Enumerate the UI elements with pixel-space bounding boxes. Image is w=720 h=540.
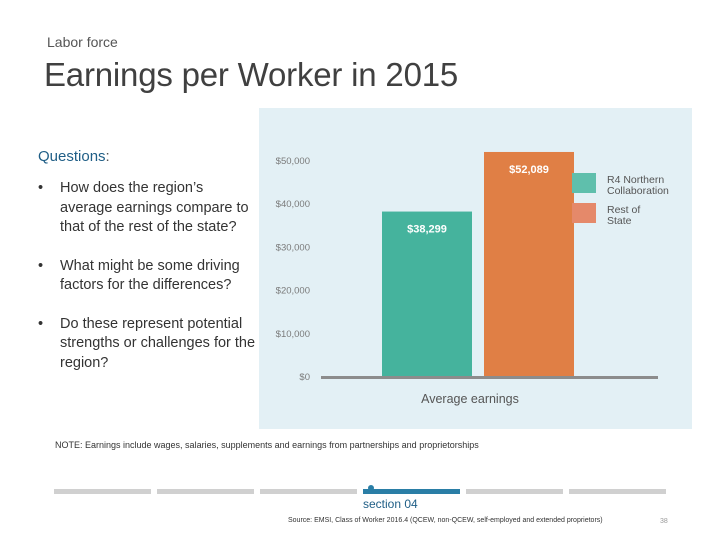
questions-heading-text: Questions [38,148,106,165]
question-item [38,315,258,374]
page-title: Earnings per Worker in 2015 [44,56,459,93]
legend-swatch [572,173,596,193]
bar-value-label: $52,089 [509,163,549,176]
questions-heading-colon: : [105,148,110,165]
chart-panel [259,108,692,429]
bullet-icon: • [38,315,44,332]
question-item [38,257,258,296]
legend-swatch [572,203,596,223]
y-tick-label: $50,000 [275,156,310,167]
legend-label: Rest of [607,204,641,216]
progress-segment-active [363,489,460,494]
bar [484,152,574,377]
question-text: What might be some driving factors for the differences? [60,257,240,293]
y-tick-label: $10,000 [275,328,310,340]
earnings-bar-chart [259,108,692,429]
bullet-icon: • [38,257,44,274]
question-item [38,179,258,238]
progress-segment [157,489,254,494]
questions-panel [38,148,258,392]
question-text: How does the region’s average earnings compare to that of the rest of the state? [60,180,249,235]
progress-segment [466,489,563,494]
chart-note: NOTE: Earnings include wages, salaries, supplements and earnings from partnerships and proprietorships [55,440,479,450]
progress-segment [54,489,151,494]
progress-segment [260,489,357,494]
bullet-icon: • [38,180,44,196]
section-kicker: Labor force [47,34,118,50]
legend-label: Collaboration [607,185,669,197]
section-label: section 04 [363,497,418,511]
x-axis-label: Average earnings [421,392,519,406]
page-number: 38 [660,518,668,525]
y-tick-label: $0 [299,372,310,383]
y-tick-label: $20,000 [275,285,310,297]
questions-heading [38,148,258,165]
bar [382,212,472,377]
x-axis-line [321,376,658,379]
y-tick-label: $40,000 [275,199,310,211]
progress-segment [569,489,666,494]
bar-value-label: $38,299 [407,223,447,236]
y-tick-label: $30,000 [275,242,310,254]
legend-label: R4 Northern [607,174,665,186]
legend-label: State [607,215,632,227]
source-note: Source: EMSI, Class of Worker 2016.4 (QCEW, non-QCEW, self-employed and extended proprietors) [288,517,603,524]
question-text: Do these represent potential strengths or challenges for the region? [60,315,256,371]
questions-list [38,179,258,373]
